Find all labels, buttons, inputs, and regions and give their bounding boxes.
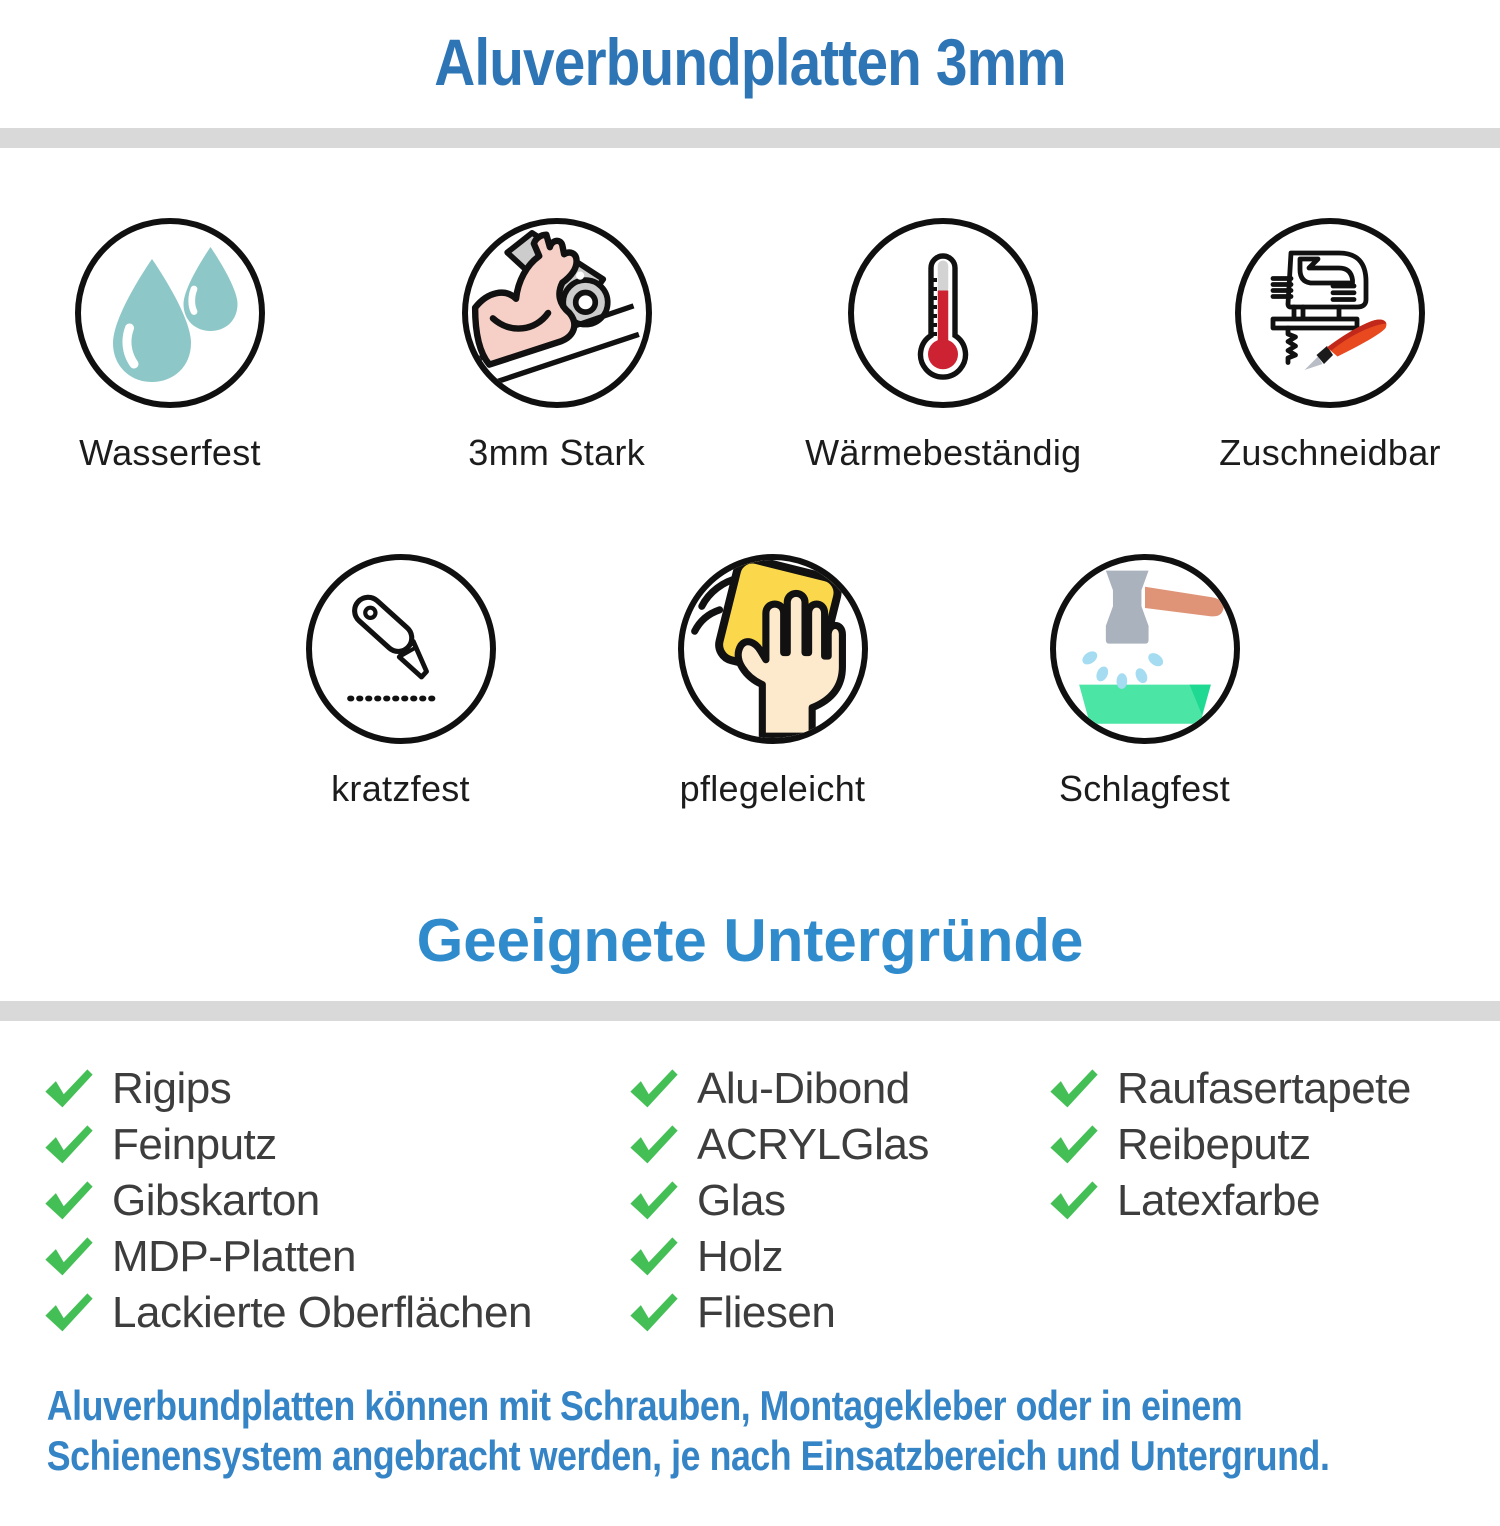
substrate-label: MDP-Platten — [112, 1231, 356, 1281]
substrate-label: Raufasertapete — [1117, 1063, 1411, 1113]
substrate-column-2 — [627, 1061, 1047, 1341]
features-section — [0, 218, 1500, 810]
substrate-item-holz — [627, 1229, 1047, 1285]
substrate-item-alu-dibond — [627, 1061, 1047, 1117]
check-icon — [1047, 1124, 1101, 1166]
cleaning-hand-icon — [684, 559, 862, 739]
feature-label: Wärmebeständig — [805, 431, 1082, 473]
thermometer-icon — [868, 238, 1018, 388]
feature-circle — [306, 554, 496, 744]
substrate-label: Fliesen — [697, 1287, 836, 1337]
substrate-item-glas — [627, 1173, 1047, 1229]
substrate-column-1 — [42, 1061, 627, 1341]
check-icon — [42, 1180, 96, 1222]
substrate-item-gibskarton — [42, 1173, 627, 1229]
substrate-item-fliesen — [627, 1285, 1047, 1341]
check-icon — [627, 1236, 681, 1278]
utility-knife-icon — [326, 574, 476, 724]
check-icon — [42, 1124, 96, 1166]
substrate-label: Alu-Dibond — [697, 1063, 910, 1113]
substrate-label: Glas — [697, 1175, 786, 1225]
divider-bar-top — [0, 128, 1500, 148]
substrate-item-reibeputz — [1047, 1117, 1487, 1173]
mounting-note-line1: Aluverbundplatten können mit Schrauben, Montagekleber oder in einem — [46, 1381, 1243, 1429]
mounting-note-line2: Schienensystem angebracht werden, je nach Einsatzbereich und Untergrund. — [46, 1431, 1330, 1479]
feature-circle — [1050, 554, 1240, 744]
feature-zuschneidbar — [1180, 218, 1480, 474]
features-row-1 — [20, 218, 1480, 474]
check-icon — [1047, 1068, 1101, 1110]
substrate-item-lackierte-oberfl-chen — [42, 1285, 627, 1341]
substrate-label: Rigips — [112, 1063, 232, 1113]
substrate-label: ACRYLGlas — [697, 1119, 929, 1169]
substrate-label: Holz — [697, 1231, 784, 1281]
substrate-item-raufasertapete — [1047, 1061, 1487, 1117]
substrate-label: Gibskarton — [112, 1175, 320, 1225]
feature-pflegeleicht — [628, 554, 918, 810]
page-title: Aluverbundplatten 3mm — [434, 25, 1066, 99]
feature-label: 3mm Stark — [468, 431, 646, 473]
substrate-label: Latexfarbe — [1117, 1175, 1320, 1225]
substrate-item-feinputz — [42, 1117, 627, 1173]
substrate-label: Feinputz — [112, 1119, 277, 1169]
check-icon — [627, 1124, 681, 1166]
substrate-item-acrylglas — [627, 1117, 1047, 1173]
check-icon — [627, 1068, 681, 1110]
check-icon — [627, 1180, 681, 1222]
feature-circle — [678, 554, 868, 744]
feature-circle — [462, 218, 652, 408]
feature-label: pflegeleicht — [679, 767, 866, 809]
divider-bar-middle — [0, 1001, 1500, 1021]
check-icon — [627, 1292, 681, 1334]
feature-circle — [1235, 218, 1425, 408]
feature-schlagfest — [1000, 554, 1290, 810]
substrate-column-3 — [1047, 1061, 1487, 1341]
mounting-note — [0, 1381, 1330, 1481]
substrate-label: Lackierte Oberflächen — [112, 1287, 532, 1337]
check-icon — [42, 1068, 96, 1110]
check-icon — [42, 1236, 96, 1278]
feature-w-rmebest-ndig — [793, 218, 1093, 474]
hammer-impact-icon — [1056, 559, 1234, 739]
feature-label: Wasserfest — [79, 431, 261, 473]
substrate-label: Reibeputz — [1117, 1119, 1311, 1169]
feature-circle — [75, 218, 265, 408]
check-icon — [1047, 1180, 1101, 1222]
jigsaw-cutter-icon — [1255, 238, 1405, 388]
feature-label: kratzfest — [331, 767, 470, 809]
check-icon — [42, 1292, 96, 1334]
feature-label: Schlagfest — [1058, 767, 1231, 809]
substrate-item-latexfarbe — [1047, 1173, 1487, 1229]
feature-wasserfest — [20, 218, 320, 474]
muscle-arm-icon — [468, 223, 646, 403]
feature-kratzfest — [256, 554, 546, 810]
substrates-section — [0, 1061, 1500, 1341]
water-drops-icon — [95, 238, 245, 388]
substrate-item-rigips — [42, 1061, 627, 1117]
feature-label: Zuschneidbar — [1219, 431, 1441, 473]
feature-circle — [848, 218, 1038, 408]
substrate-item-mdp-platten — [42, 1229, 627, 1285]
infographic-canvas — [0, 26, 1500, 1526]
feature-3mm-stark — [407, 218, 707, 474]
features-row-2 — [65, 554, 1480, 810]
section-title-untergruende: Geeignete Untergründe — [416, 906, 1084, 974]
